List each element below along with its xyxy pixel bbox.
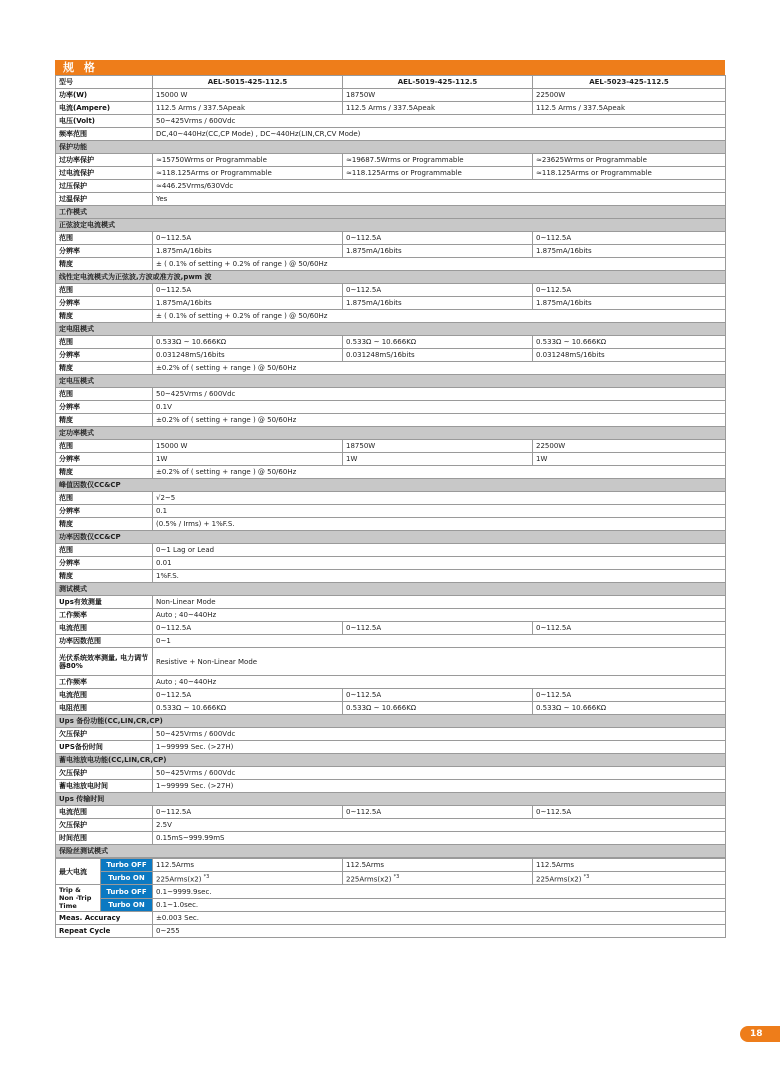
section-sine-cc [56,219,726,232]
row-label: 精度 [56,362,153,375]
row-label: 范围 [56,388,153,401]
cell: ≈118.125Arms or Programmable [153,167,343,180]
cell: 2.5V [153,819,726,832]
cell [533,872,726,885]
row-label: 范围 [56,544,153,557]
cell: 0~1 [153,635,726,648]
voltage-row [56,115,726,128]
row-label: 过电流保护 [56,167,153,180]
cell: 1.875mA/16bits [343,297,533,310]
transfer-uv-row [56,819,726,832]
cell: ± ( 0.1% of setting + 0.2% of range ) @ 50/60Hz [153,258,726,271]
cell: 1W [533,453,726,466]
row-label: 欠压保护 [56,819,153,832]
power-row [56,89,726,102]
cell: 0~255 [153,925,726,938]
cell: ± ( 0.1% of setting + 0.2% of range ) @ 50/60Hz [153,310,726,323]
transfer-time-row [56,832,726,845]
cell: 0~112.5A [343,806,533,819]
row-label: 电流(Ampere) [56,102,153,115]
section-title: 正弦波定电流模式 [56,219,726,232]
battery-uv-row [56,767,726,780]
cell: ±0.003 Sec. [153,912,726,925]
section-protection [56,141,726,154]
row-label: 分辨率 [56,297,153,310]
opp-row [56,154,726,167]
cell: 18750W [343,440,533,453]
row-label: 过功率保护 [56,154,153,167]
row-label: 精度 [56,518,153,531]
row-label: Meas. Accuracy [56,912,153,925]
cell: 0.533Ω ~ 10.666KΩ [533,336,726,349]
cell: 0~112.5A [153,622,343,635]
max-current-label: 最大电流 [56,859,101,885]
section-title: Ups 备份功能(CC,LIN,CR,CP) [56,715,726,728]
ups-eff-row [56,596,726,609]
section-title: 定电阻模式 [56,323,726,336]
cell: 0.031248mS/16bits [343,349,533,362]
model-3: AEL-5023-425-112.5 [533,76,726,89]
row-label: 范围 [56,492,153,505]
pv-row [56,648,726,676]
cp-resolution-row [56,453,726,466]
crest-range-row [56,492,726,505]
cell: 50~425Vrms / 600Vdc [153,115,726,128]
section-cv [56,375,726,388]
cell: 0.533Ω ~ 10.666KΩ [343,336,533,349]
row-label: 电流范围 [56,806,153,819]
test-freq2-row [56,676,726,689]
row-label: 精度 [56,258,153,271]
cell: 0.1 [153,505,726,518]
row-label: 分辨率 [56,453,153,466]
pf-range-row [56,544,726,557]
cell: 0.031248mS/16bits [153,349,343,362]
cell: ≈19687.5Wrms or Programmable [343,154,533,167]
row-label: 光伏系统效率测量, 电力调节器80% [56,648,153,676]
cell: 0~112.5A [533,284,726,297]
row-label: 电阻范围 [56,702,153,715]
section-title: 峰值因数仅CC&CP [56,479,726,492]
fuse-off-row [56,859,726,872]
cell: ≈446.25Vrms/630Vdc [153,180,726,193]
section-title: 测试模式 [56,583,726,596]
page-number: 18 [740,1026,780,1042]
row-label: 范围 [56,440,153,453]
row-label: UPS备份时间 [56,741,153,754]
row-label: 工作频率 [56,609,153,622]
row-label: 范围 [56,336,153,349]
model-2: AEL-5019-425-112.5 [343,76,533,89]
cell: 112.5Arms [533,859,726,872]
trip-off-row [56,885,726,899]
cp-range-row [56,440,726,453]
cell: 1~99999 Sec. (>27H) [153,741,726,754]
battery-time-row [56,780,726,793]
cell: 0~112.5A [533,232,726,245]
row-label: 电压(Volt) [56,115,153,128]
cell: 50~425Vrms / 600Vdc [153,728,726,741]
cell: Yes [153,193,726,206]
cell: 0.01 [153,557,726,570]
section-title: 保护功能 [56,141,726,154]
pf-resolution-row [56,557,726,570]
row-label: 频率范围 [56,128,153,141]
turbo-off-label: Turbo OFF [101,859,153,872]
row-label: 过压保护 [56,180,153,193]
cell: √2~5 [153,492,726,505]
cell: 0~112.5A [343,232,533,245]
turbo-off-label: Turbo OFF [101,885,153,899]
row-label: 过温保护 [56,193,153,206]
cr-resolution-row [56,349,726,362]
row-label: 精度 [56,570,153,583]
row-label: 精度 [56,414,153,427]
header-row [56,76,726,89]
row-label: Ups有效测量 [56,596,153,609]
ups-time-row [56,741,726,754]
section-test [56,583,726,596]
cell: 1.875mA/16bits [153,297,343,310]
row-label: 功率(W) [56,89,153,102]
cell: 0~112.5A [153,284,343,297]
row-label: 精度 [56,310,153,323]
cr-range-row [56,336,726,349]
cell [153,872,343,885]
row-label: 分辨率 [56,245,153,258]
cell: 0~112.5A [153,232,343,245]
row-label: 分辨率 [56,349,153,362]
sine-cc-resolution-row [56,245,726,258]
section-battery [56,754,726,767]
section-title: 工作模式 [56,206,726,219]
cell: 0.533Ω ~ 10.666KΩ [153,336,343,349]
cell: 1.875mA/16bits [343,245,533,258]
row-label: 工作频率 [56,676,153,689]
cell: ≈118.125Arms or Programmable [533,167,726,180]
repeat-cycle-row [56,925,726,938]
cell: 0~112.5A [343,284,533,297]
section-title: 定电压模式 [56,375,726,388]
cell: 0~112.5A [533,622,726,635]
cell: ±0.2% of ( setting + range ) @ 50/60Hz [153,466,726,479]
cell: 112.5 Arms / 337.5Apeak [533,102,726,115]
section-title: 线性定电流模式为正弦波,方波或准方波,pwm 波 [56,271,726,284]
otp-row [56,193,726,206]
row-label: 分辨率 [56,401,153,414]
cv-resolution-row [56,401,726,414]
test-current-row [56,622,726,635]
cell: 0~112.5A [343,622,533,635]
model-1: AEL-5015-425-112.5 [153,76,343,89]
cell: 112.5 Arms / 337.5Apeak [343,102,533,115]
spec-title-bar: 规 格 [55,60,725,75]
ocp-row [56,167,726,180]
cell: 1W [153,453,343,466]
transfer-current-row [56,806,726,819]
cell: 50~425Vrms / 600Vdc [153,767,726,780]
cell: ±0.2% of ( setting + range ) @ 50/60Hz [153,362,726,375]
crest-resolution-row [56,505,726,518]
section-title: 定功率模式 [56,427,726,440]
cell: 112.5Arms [153,859,343,872]
cell: 0.1~1.0sec. [153,898,726,912]
footnote-mark: *3 [583,874,590,880]
frequency-row [56,128,726,141]
trip-on-row [56,898,726,912]
current-row [56,102,726,115]
cell: 15000 W [153,89,343,102]
test-resistance-row [56,702,726,715]
test-current2-row [56,689,726,702]
section-fuse [56,845,726,858]
test-freq-row [56,609,726,622]
cell: ≈118.125Arms or Programmable [343,167,533,180]
cell: 0.1V [153,401,726,414]
section-title: 功率因数仅CC&CP [56,531,726,544]
cell: 22500W [533,440,726,453]
cell: (0.5% / Irms) + 1%F.S. [153,518,726,531]
cell: DC,40~440Hz(CC,CP Mode) , DC~440Hz(LIN,CR,CV Mode) [153,128,726,141]
cell: 1.875mA/16bits [153,245,343,258]
cell: 0~1 Lag or Lead [153,544,726,557]
section-cp [56,427,726,440]
ups-uv-row [56,728,726,741]
sine-cc-accuracy-row [56,258,726,271]
cv-accuracy-row [56,414,726,427]
footnote-mark: *3 [203,874,210,880]
linear-cc-range-row [56,284,726,297]
section-title: 蓄电池放电功能(CC,LIN,CR,CP) [56,754,726,767]
cell: 0.15mS~999.99mS [153,832,726,845]
cr-accuracy-row [56,362,726,375]
cell: 1.875mA/16bits [533,297,726,310]
section-title: 保险丝测试模式 [56,845,726,858]
cell: 0.533Ω ~ 10.666KΩ [343,702,533,715]
cell: 0~112.5A [343,689,533,702]
row-label: 欠压保护 [56,728,153,741]
cell: 1W [343,453,533,466]
cell-value: 225Arms(x2) [536,875,582,884]
trip-time-label: Trip & Non -Trip Time [56,885,101,912]
turbo-on-label: Turbo ON [101,872,153,885]
ovp-row [56,180,726,193]
section-pf [56,531,726,544]
cell-value: 225Arms(x2) [346,875,392,884]
row-label: 时间范围 [56,832,153,845]
cell: 15000 W [153,440,343,453]
row-label: 范围 [56,284,153,297]
row-label: 精度 [56,466,153,479]
cell: 0~112.5A [533,689,726,702]
cell: 0.031248mS/16bits [533,349,726,362]
pf-accuracy-row [56,570,726,583]
section-operation [56,206,726,219]
cell: 1.875mA/16bits [533,245,726,258]
footnote-mark: *3 [393,874,400,880]
cell: ≈23625Wrms or Programmable [533,154,726,167]
cell: 0.533Ω ~ 10.666KΩ [533,702,726,715]
row-label: 蓄电池放电时间 [56,780,153,793]
section-ups-transfer [56,793,726,806]
pf-range-test-row [56,635,726,648]
cell: 50~425Vrms / 600Vdc [153,388,726,401]
row-label: 电流范围 [56,689,153,702]
cell: ±0.2% of ( setting + range ) @ 50/60Hz [153,414,726,427]
cp-accuracy-row [56,466,726,479]
header-label: 型号 [56,76,153,89]
cell: 18750W [343,89,533,102]
linear-cc-accuracy-row [56,310,726,323]
cell: 0~112.5A [153,689,343,702]
section-cr [56,323,726,336]
row-label: 分辨率 [56,557,153,570]
row-label: 功率因数范围 [56,635,153,648]
cell: 112.5 Arms / 337.5Apeak [153,102,343,115]
section-linear-cc [56,271,726,284]
cell: 0~112.5A [153,806,343,819]
meas-accuracy-row [56,912,726,925]
cell: Auto ; 40~440Hz [153,676,726,689]
cell: Auto ; 40~440Hz [153,609,726,622]
row-label: 范围 [56,232,153,245]
row-label: Repeat Cycle [56,925,153,938]
sine-cc-range-row [56,232,726,245]
linear-cc-resolution-row [56,297,726,310]
cv-range-row [56,388,726,401]
section-crest [56,479,726,492]
cell: 1~99999 Sec. (>27H) [153,780,726,793]
spec-table [55,75,725,938]
cell: 22500W [533,89,726,102]
section-ups-backup [56,715,726,728]
cell: Non-Linear Mode [153,596,726,609]
row-label: 分辨率 [56,505,153,518]
cell: 0~112.5A [533,806,726,819]
row-label: 欠压保护 [56,767,153,780]
cell: Resistive + Non-Linear Mode [153,648,726,676]
crest-accuracy-row [56,518,726,531]
cell: 1%F.S. [153,570,726,583]
section-title: Ups 传输时间 [56,793,726,806]
turbo-on-label: Turbo ON [101,898,153,912]
cell: 0.533Ω ~ 10.666KΩ [153,702,343,715]
cell: ≈15750Wrms or Programmable [153,154,343,167]
cell: 0.1~9999.9sec. [153,885,726,899]
cell [343,872,533,885]
fuse-on-row [56,872,726,885]
row-label: 电流范围 [56,622,153,635]
cell: 112.5Arms [343,859,533,872]
cell-value: 225Arms(x2) [156,875,202,884]
